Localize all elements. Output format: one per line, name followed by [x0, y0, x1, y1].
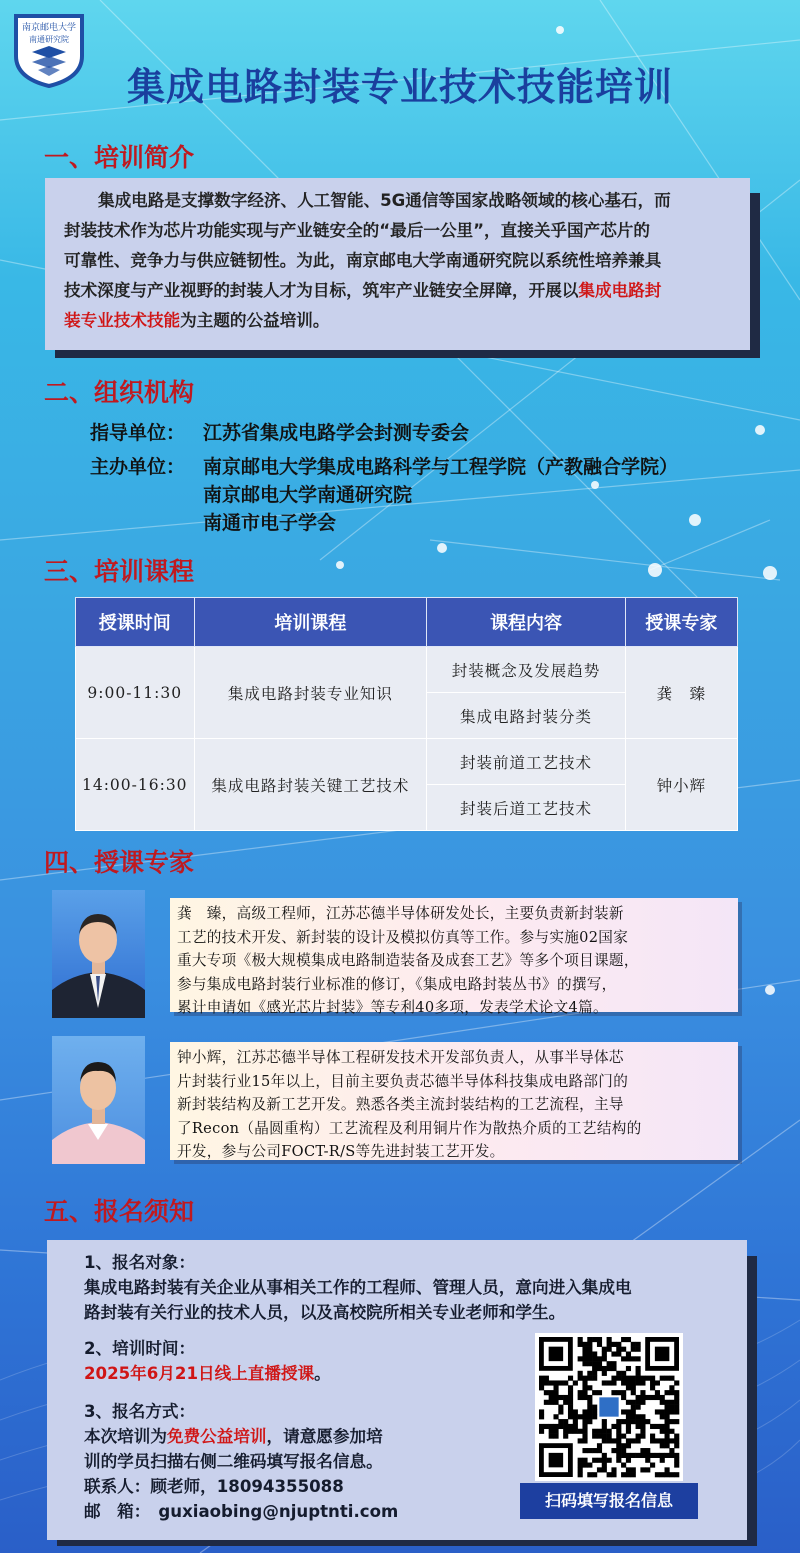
host-unit-value: 南京邮电大学南通研究院 [203, 484, 413, 506]
svg-text:南通研究院: 南通研究院 [29, 35, 69, 44]
portrait-image [52, 1036, 145, 1164]
host-unit-value: 南京邮电大学集成电路科学与工程学院（产教融合学院） [203, 456, 679, 478]
reg-item-text: 训的学员扫描右侧二维码填写报名信息。 [84, 1452, 383, 1471]
registration-item-2 [84, 1336, 524, 1386]
qr-code-frame[interactable] [535, 1333, 683, 1481]
bio-line: 了Recon（晶圆重构）工艺流程及利用铜片作为散热介质的工艺结构的 [177, 1119, 642, 1137]
host-unit-label: 主办单位： [90, 456, 186, 478]
qr-code-icon [535, 1333, 683, 1481]
table-header-row [76, 598, 738, 647]
bio-line: 新封装结构及新工艺开发。熟悉各类主流封装结构的工艺流程，主导 [177, 1096, 624, 1113]
reg-item-text: 路封装有关行业的技术人员，以及高校院所相关专业老师和学生。 [84, 1303, 566, 1322]
time-cell: 9:00-11:30 [76, 647, 195, 739]
course-cell: 集成电路封装关键工艺技术 [194, 739, 427, 831]
intro-line: 为主题的公益培训。 [180, 311, 330, 330]
course-cell: 集成电路封装专业知识 [194, 647, 427, 739]
expert-cell: 龚 臻 [625, 647, 737, 739]
intro-line: 可靠性、竞争力与供应链韧性。为此，南京邮电大学南通研究院以系统性培养兼具 [64, 251, 662, 270]
column-header: 授课专家 [625, 598, 737, 647]
section-heading-org: 二、组织机构 [44, 378, 195, 407]
section-heading-intro: 一、培训简介 [44, 143, 195, 172]
page-title: 集成电路封装专业技术技能培训 [126, 65, 673, 109]
column-header: 培训课程 [194, 598, 427, 647]
bio-line: 片封装行业15年以上，目前主要负责芯德半导体科技集成电路部门的 [177, 1072, 629, 1090]
section-heading-course: 三、培训课程 [44, 557, 195, 586]
bio-line: 钟小辉，江苏芯德半导体工程研发技术开发部负责人，从事半导体芯 [177, 1049, 624, 1066]
content-cell: 集成电路封装分类 [427, 693, 626, 739]
intro-highlight: 集成电路封 [578, 281, 662, 300]
email-label: 邮 箱： [84, 1502, 151, 1521]
section-heading-experts: 四、授课专家 [44, 848, 195, 877]
qr-caption: 扫码填写报名信息 [520, 1483, 698, 1519]
intro-line: 技术深度与产业视野的封装人才为目标，筑牢产业链安全屏障，开展以 [64, 281, 579, 300]
expert-bio [177, 1046, 737, 1164]
table-row [76, 647, 738, 693]
intro-paragraph [64, 186, 744, 336]
intro-line: 集成电路是支撑数字经济、人工智能、5G通信等国家战略领域的核心基石，而 [98, 191, 671, 210]
reg-item-text: 。 [314, 1364, 331, 1383]
expert-photo [52, 890, 145, 1018]
registration-item-3 [84, 1399, 524, 1524]
course-table [75, 597, 738, 831]
bio-line: 开发，参与公司FOCT-R/S等先进封装工艺开发。 [177, 1143, 505, 1160]
training-date: 2025年6月21日线上直播授课 [84, 1364, 315, 1383]
intro-highlight: 装专业技术技能 [64, 311, 181, 330]
svg-text:南京邮电大学: 南京邮电大学 [21, 23, 77, 33]
intro-line: 封装技术作为芯片功能实现与产业链安全的“最后一公里”，直接关乎国产芯片的 [64, 221, 650, 240]
content-cell: 封装前道工艺技术 [427, 739, 626, 785]
bio-line: 累计申请如《感光芯片封装》等专利40多项，发表学术论文4篇。 [177, 999, 608, 1016]
column-header: 课程内容 [427, 598, 626, 647]
guide-unit-label: 指导单位： [90, 422, 186, 444]
expert-cell: 钟小辉 [625, 739, 737, 831]
registration-item-1 [84, 1250, 724, 1325]
expert-photo [52, 1036, 145, 1164]
bio-line: 工艺的技术开发、新封装的设计及模拟仿真等工作。参与实施02国家 [177, 928, 629, 946]
bio-line: 龚 臻，高级工程师，江苏芯德半导体研发处长，主要负责新封装新 [177, 905, 624, 922]
bio-line: 重大专项《极大规模集成电路制造装备及成套工艺》等多个项目课题， [177, 952, 639, 969]
portrait-image [52, 890, 145, 1018]
content-cell: 封装概念及发展趋势 [427, 647, 626, 693]
free-training-highlight: 免费公益培训 [166, 1427, 267, 1446]
reg-item-text: 本次培训为 [84, 1427, 167, 1446]
email-value: guxiaobing@njuptnti.com [158, 1502, 399, 1521]
time-cell: 14:00-16:30 [76, 739, 195, 831]
table-row [76, 739, 738, 785]
bio-line: 参与集成电路封装行业标准的修订，《集成电路封装丛书》的撰写， [177, 975, 617, 993]
expert-bio [177, 902, 737, 1020]
host-unit-value: 南通市电子学会 [203, 512, 337, 534]
contact-label: 联系人： [84, 1477, 151, 1496]
reg-item-text: 集成电路封装有关企业从事相关工作的工程师、管理人员，意向进入集成电 [84, 1278, 632, 1297]
reg-item-title: 2、培训时间： [84, 1339, 196, 1358]
column-header: 授课时间 [76, 598, 195, 647]
reg-item-title: 3、报名方式： [84, 1402, 196, 1421]
contact-value: 顾老师，18094355088 [150, 1477, 344, 1496]
section-heading-register: 五、报名须知 [44, 1197, 195, 1226]
content-cell: 封装后道工艺技术 [427, 785, 626, 831]
reg-item-text: ，请意愿参加培 [266, 1427, 383, 1446]
reg-item-title: 1、报名对象： [84, 1253, 196, 1272]
guide-unit-value: 江苏省集成电路学会封测专委会 [203, 422, 470, 444]
